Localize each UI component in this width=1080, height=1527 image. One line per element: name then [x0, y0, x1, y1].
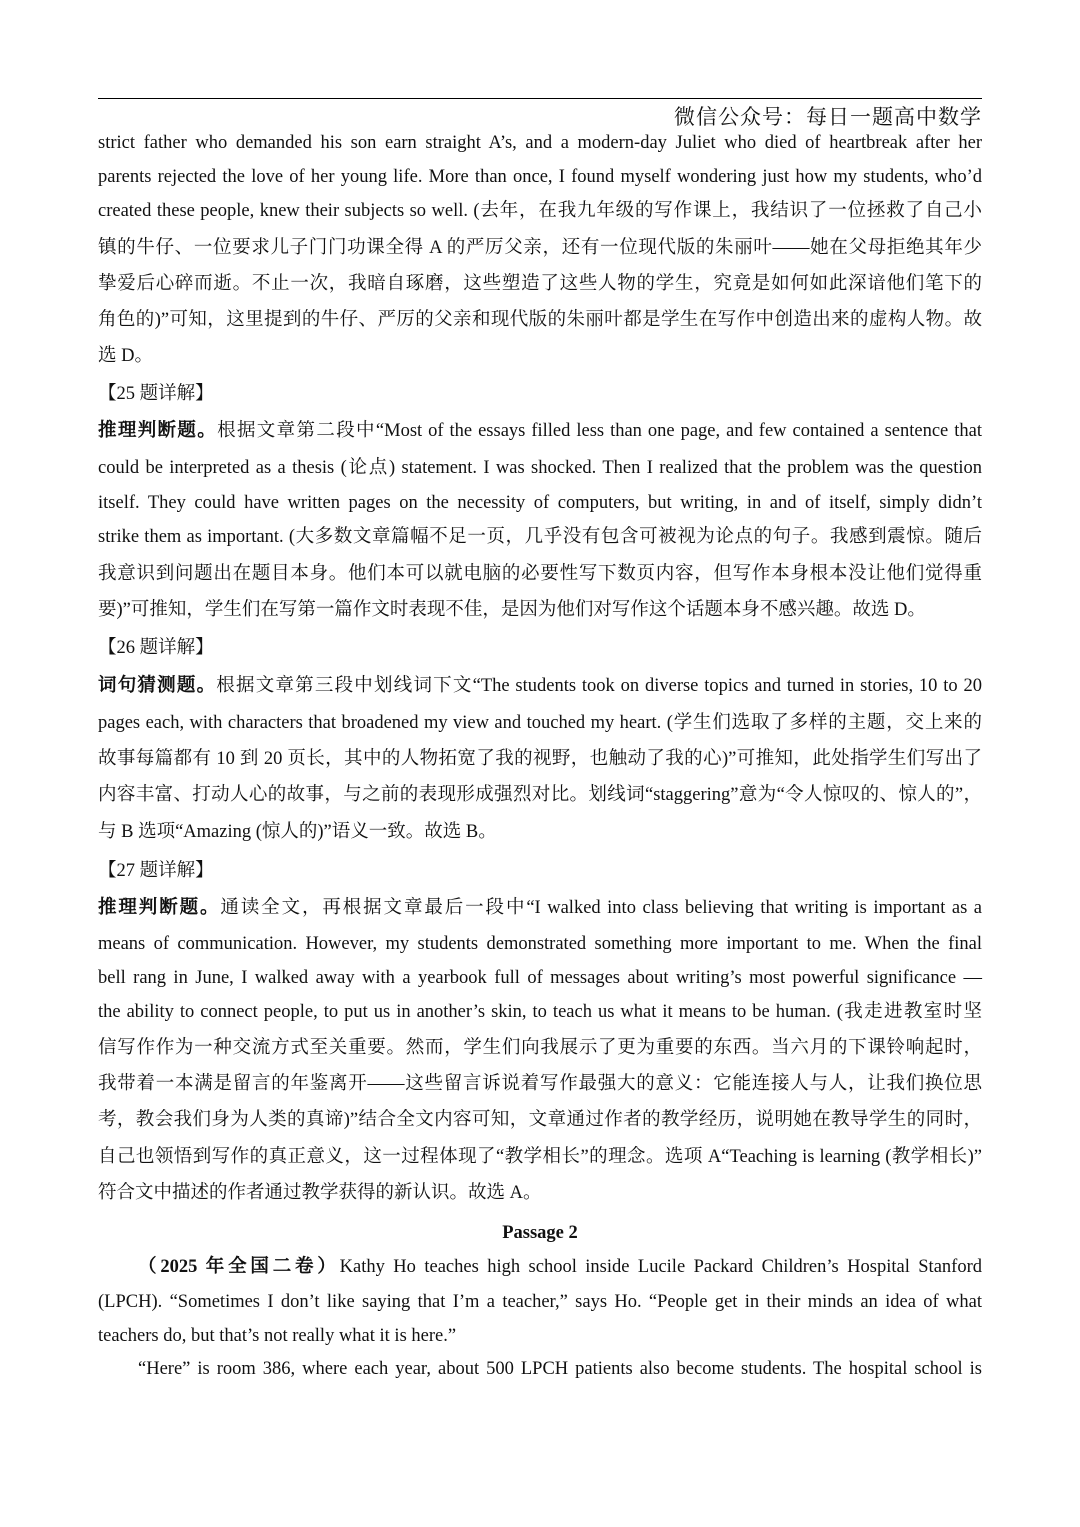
- text-line: 我带着一本满是留言的年鉴离开——这些留言诉说着写作最强大的意义：它能连接人与人，让我们换位思: [98, 1074, 982, 1094]
- question-type: 词句猜测题。: [98, 676, 217, 696]
- text-line: created these people, knew their subjects so well. (去年，在我九年级的写作课上，我结识了一位拯救了自己小: [98, 201, 982, 221]
- question-type: 推理判断题。: [98, 421, 218, 441]
- text-line: bell rang in June, I walked away with a yearbook full of messages about writing’s most powerful significance —: [98, 968, 982, 988]
- text-line: 符合文中描述的作者通过教学获得的新认识。故选 A。: [98, 1183, 542, 1203]
- text-line: strict father who demanded his son earn straight A’s, and a modern-day Juliet who died of heartbreak after her: [98, 133, 982, 153]
- text-span: 根据文章第三段中划线词下文“The students took on diverse topics and turned in stories, 10 to 20: [216, 676, 982, 696]
- text-line: could be interpreted as a thesis (论点) statement. I was shocked. Then I realized that the problem was the question: [98, 458, 982, 478]
- text-line: [98, 414, 982, 448]
- text-line: means of communication. However, my students demonstrated something more important to me. When the final: [98, 934, 982, 954]
- text-span: Kathy Ho teaches high school inside Lucile Packard Children’s Hospital Stanford: [339, 1257, 982, 1277]
- exam-source: （2025 年全国二卷）: [138, 1257, 340, 1277]
- text-span: 通读全文，再根据文章最后一段中“I walked into class believing that writing is important as a: [220, 898, 982, 918]
- text-line: 选 D。: [98, 346, 153, 366]
- passage-title: Passage 2: [502, 1223, 578, 1243]
- text-line: 我意识到问题出在题目本身。他们本可以就电脑的必要性写下数页内容，但写作本身根本没让他们觉得重: [98, 564, 982, 584]
- section-title-25: 【25 题详解】: [98, 384, 214, 404]
- text-line: “Here” is room 386, where each year, about 500 LPCH patients also become students. The hospital school is: [138, 1359, 982, 1379]
- text-line: parents rejected the love of her young life. More than once, I found myself wondering just how my students, who’d: [98, 167, 982, 187]
- section-title-27: 【27 题详解】: [98, 861, 214, 881]
- text-line: 考，教会我们身为人类的真谛)”结合全文内容可知，文章通过作者的教学经历，说明她在教导学生的同时，: [98, 1110, 982, 1130]
- text-line: 与 B 选项“Amazing (惊人的)”语义一致。故选 B。: [98, 822, 497, 842]
- text-line: pages each, with characters that broadened my view and touched my heart. (学生们选取了多样的主题，交上来的: [98, 713, 982, 733]
- text-line: strike them as important. (大多数文章篇幅不足一页，几乎没有包含可被视为论点的句子。我感到震惊。随后: [98, 527, 982, 547]
- text-line: the ability to connect people, to put us in another’s skin, to teach us what it means to be human. (我走进教室时坚: [98, 1002, 982, 1022]
- text-line: [98, 891, 982, 925]
- text-line: [98, 1250, 982, 1284]
- text-line: itself. They could have written pages on the necessity of computers, but writing, in and of itself, simply didn’t: [98, 493, 982, 513]
- text-line: [98, 669, 982, 703]
- text-line: teachers do, but that’s not really what it is here.”: [98, 1326, 457, 1346]
- header-watermark: 微信公众号：每日一题高中数学: [674, 105, 982, 129]
- text-line: 镇的牛仔、一位要求儿子门门功课全得 A 的严厉父亲，还有一位现代版的朱丽叶——她在父母拒绝其年少: [98, 238, 982, 258]
- text-line: 自己也领悟到写作的真正意义，这一过程体现了“教学相长”的理念。选项 A“Teaching is learning (教学相长)”: [98, 1147, 982, 1167]
- text-line: (LPCH). “Sometimes I don’t like saying that I’m a teacher,” says Ho. “People get in their minds an idea of what: [98, 1292, 982, 1312]
- text-line: 内容丰富、打动人心的故事，与之前的表现形成强烈对比。划线词“staggering”意为“令人惊叹的、惊人的”，: [98, 785, 982, 805]
- text-span: 根据文章第二段中“Most of the essays filled less than one page, and few contained a sentence that: [217, 421, 982, 441]
- text-line: 挚爱后心碎而逝。不止一次，我暗自琢磨，这些塑造了这些人物的学生，究竟是如何如此深谙他们笔下的: [98, 274, 982, 294]
- section-title-26: 【26 题详解】: [98, 638, 214, 658]
- text-line: 要)”可推知，学生们在写第一篇作文时表现不佳，是因为他们对写作这个话题本身不感兴趣。故选 D。: [98, 600, 926, 620]
- header-rule: [98, 98, 982, 99]
- text-line: 信写作作为一种交流方式至关重要。然而，学生们向我展示了更为重要的东西。当六月的下课铃响起时，: [98, 1038, 982, 1058]
- question-type: 推理判断题。: [98, 898, 221, 918]
- text-line: 角色的)”可知，这里提到的牛仔、严厉的父亲和现代版的朱丽叶都是学生在写作中创造出来的虚构人物。故: [98, 310, 982, 330]
- text-line: 故事每篇都有 10 到 20 页长，其中的人物拓宽了我的视野，也触动了我的心)”可推知，此处指学生们写出了: [98, 749, 982, 769]
